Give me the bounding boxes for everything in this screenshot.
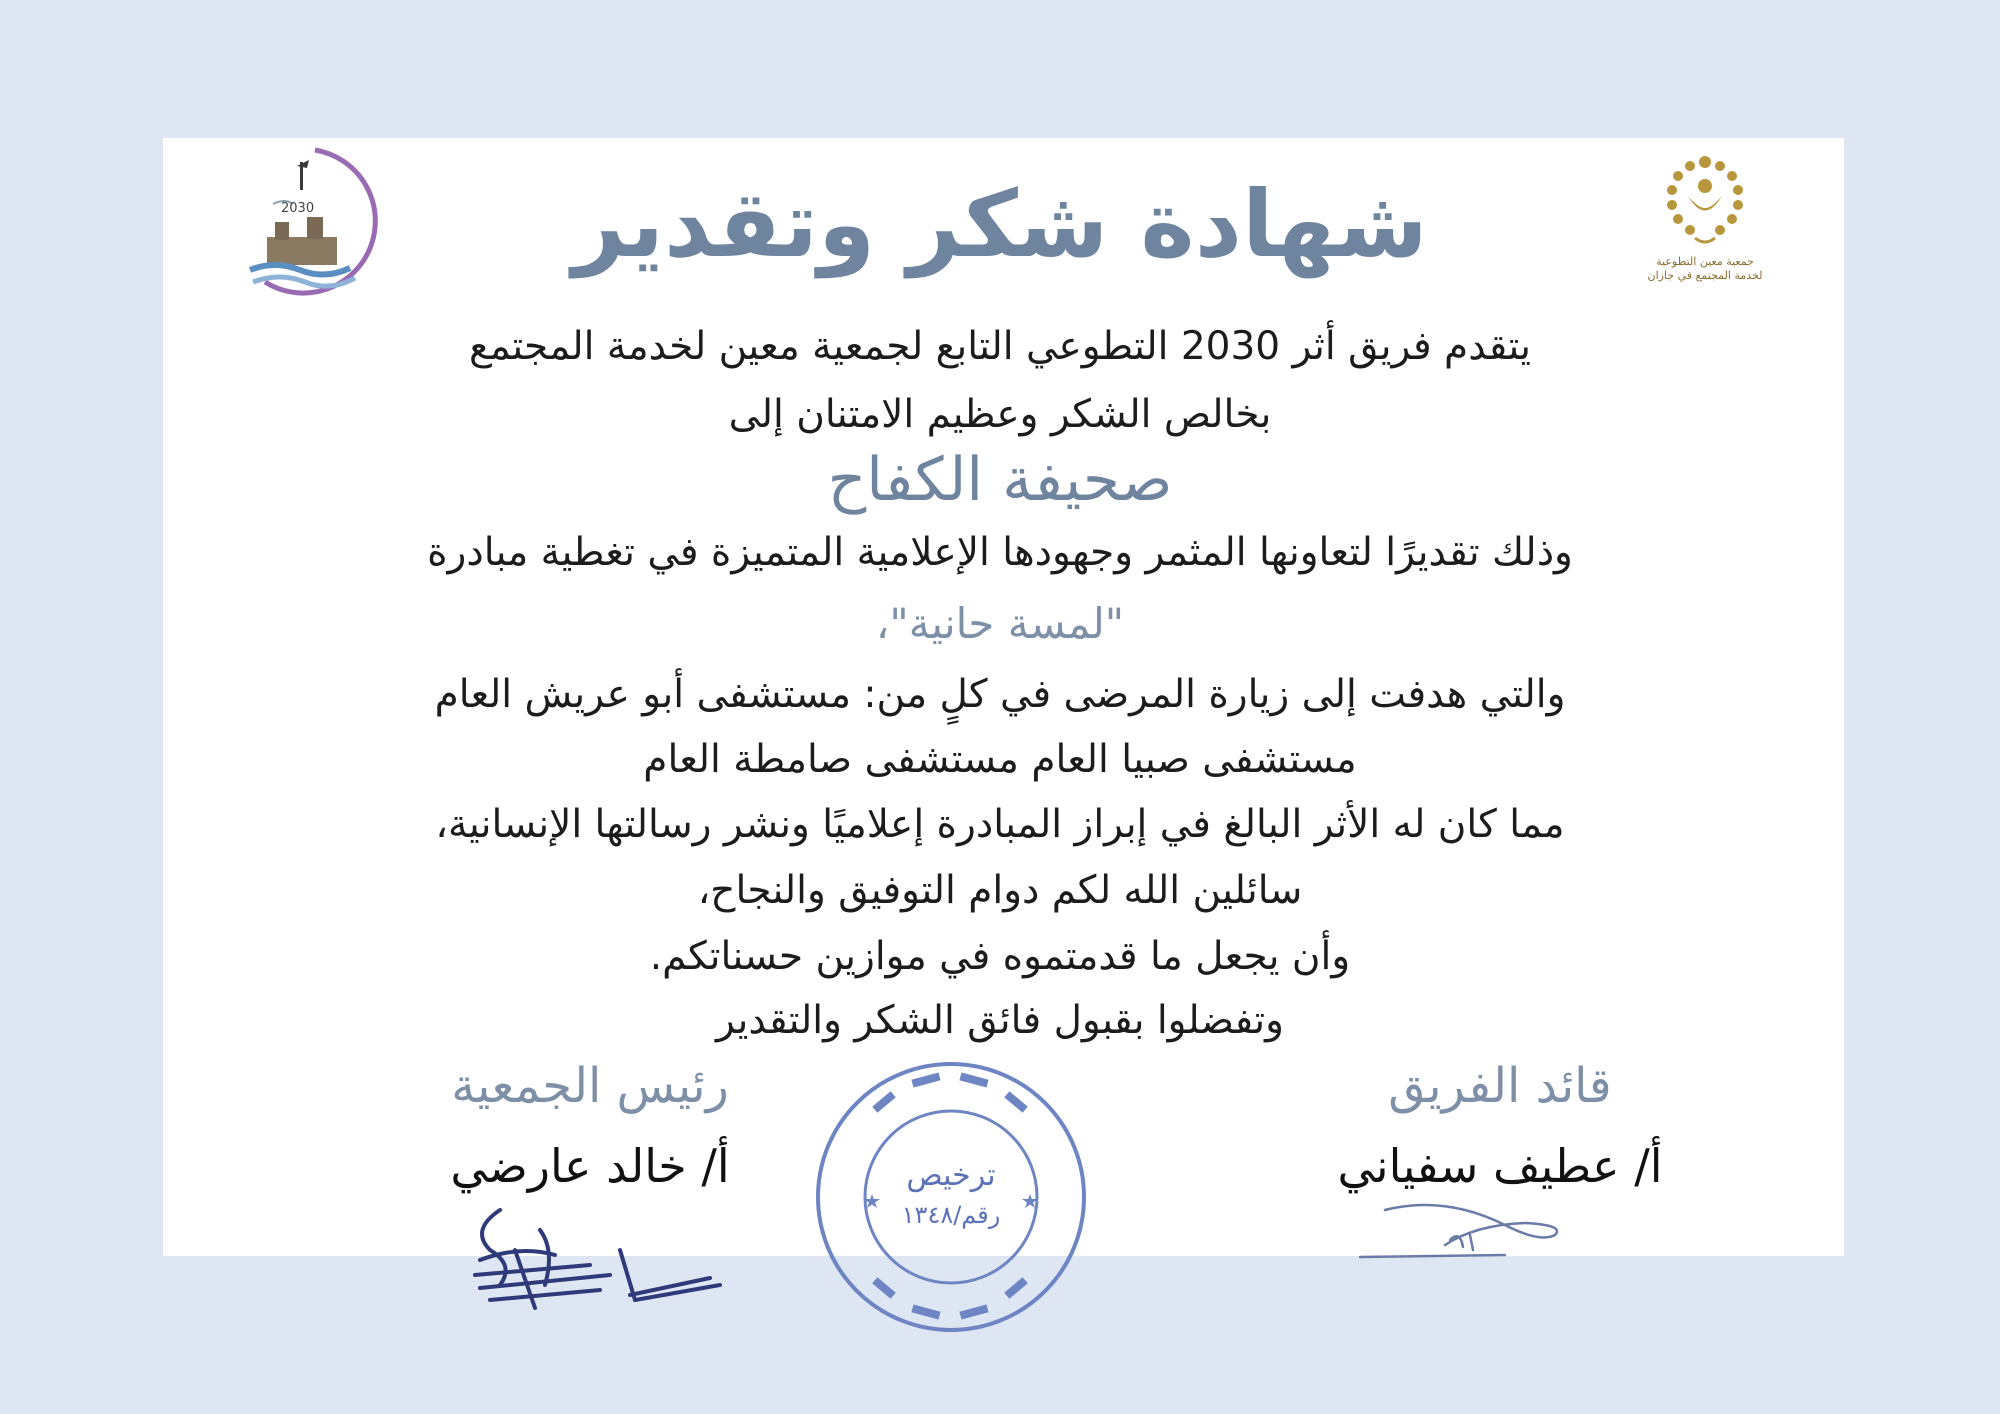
team-leader-role: قائد الفريق: [1388, 1058, 1612, 1114]
intro-line-2: بخالص الشكر وعظيم الامتنان إلى: [728, 392, 1272, 437]
svg-text:2030: 2030: [281, 201, 315, 216]
impact-line: مما كان له الأثر البالغ في إبراز المبادرة إعلاميًا ونشر رسالتها الإنسانية،: [435, 802, 1565, 847]
wish-line-2: وأن يجعل ما قدمتموه في موازين حسناتكم.: [649, 934, 1351, 979]
closing-line: وتفضلوا بقبول فائق الشكر والتقدير: [716, 998, 1284, 1043]
goal-line-2: مستشفى صبيا العام مستشفى صامطة العام: [643, 737, 1357, 782]
moeen-logo-caption-line1: جمعية معين التطوعية: [1656, 255, 1754, 268]
association-president-role: رئيس الجمعية: [451, 1058, 729, 1114]
president-signature: [460, 1190, 740, 1320]
wish-line-1: سائلين الله لكم دوام التوفيق والنجاح،: [697, 868, 1303, 913]
moeen-logo-caption-line2: لخدمة المجتمع في جازان: [1647, 269, 1763, 282]
intro-line-1: يتقدم فريق أثر 2030 التطوعي التابع لجمعية معين لخدمة المجتمع: [468, 324, 1532, 369]
recipient-name: صحيفة الكفاح: [827, 445, 1173, 515]
certificate-title: شهادة شكر وتقدير: [572, 171, 1428, 278]
stamp-license-label: ترخيص: [906, 1158, 996, 1193]
team-leader-name: أ/ عطيف سفياني: [1337, 1139, 1663, 1193]
stamp-seal-icon: [812, 1058, 1090, 1336]
reason-line: وذلك تقديرًا لتعاونها المثمر وجهودها الإعلامية المتميزة في تغطية مبادرة: [427, 530, 1573, 575]
association-president-name: أ/ خالد عارضي: [450, 1139, 730, 1193]
goal-line-1: والتي هدفت إلى زيارة المرضى في كلٍ من: مستشفى أبو عريش العام: [434, 672, 1566, 717]
stamp-license-number: رقم/١٣٤٨: [901, 1201, 1001, 1229]
team-leader-signature: [1355, 1195, 1575, 1265]
official-stamp: [812, 1058, 1090, 1336]
initiative-name: "لمسة حانية"،: [875, 599, 1125, 648]
